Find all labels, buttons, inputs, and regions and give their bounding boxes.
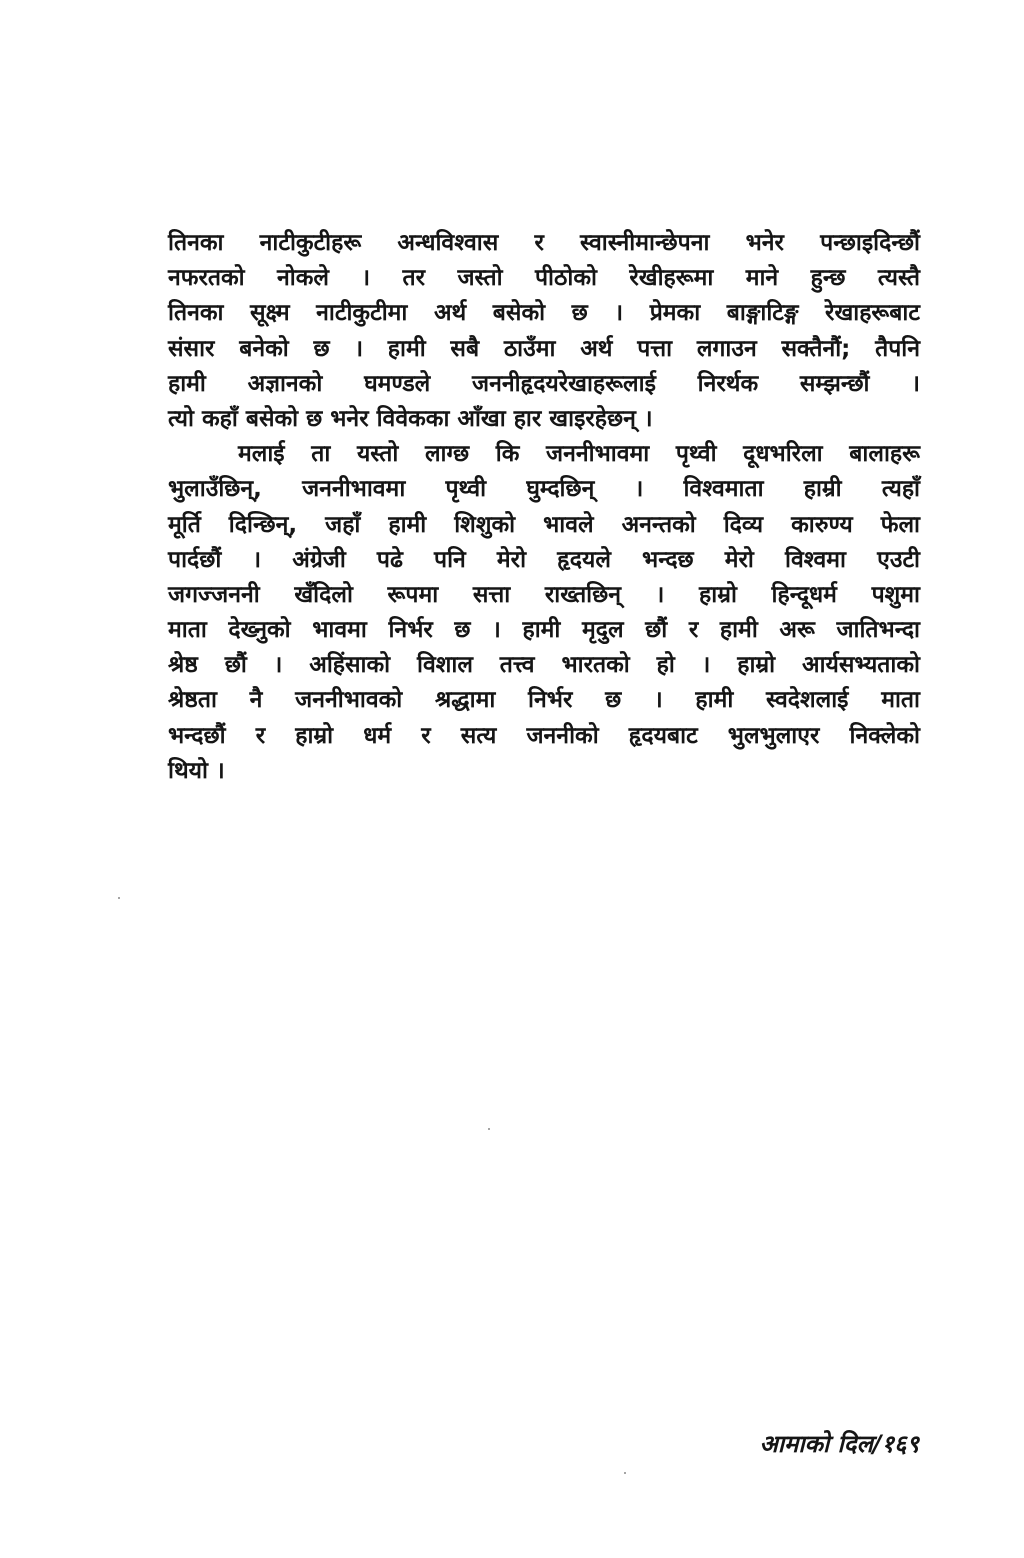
text-line: संसार बनेको छ । हामी सबै ठाउँमा अर्थ पत्ता लगाउन सक्तैनौं; तैपनि bbox=[168, 335, 920, 362]
text-line: नफरतको नोकले । तर जस्तो पीठोको रेखीहरूमा माने हुन्छ त्यस्तै bbox=[168, 265, 920, 292]
text-line: तिनका नाटीकुटीहरू अन्धविश्वास र स्वास्नीमान्छेपना भनेर पन्छाइदिन्छौं bbox=[168, 230, 920, 256]
text-line: पार्दछौं । अंग्रेजी पढे पनि मेरो हृदयले भन्दछ मेरो विश्वमा एउटी bbox=[168, 546, 920, 573]
text-line: श्रेष्ठता नै जननीभावको श्रद्धामा निर्भर छ । हामी स्वदेशलाई माता bbox=[168, 687, 920, 714]
text-line: मूर्ति दिन्छिन्, जहाँ हामी शिशुको भावले अनन्तको दिव्य कारुण्य फेला bbox=[168, 511, 920, 538]
text-line: त्यो कहाँ बसेको छ भनेर विवेकका आँखा हार खाइरहेछन् । bbox=[168, 405, 653, 432]
body-text bbox=[168, 226, 920, 789]
text-line: भन्दछौं र हाम्रो धर्म र सत्य जननीको हृदयबाट भुलभुलाएर निक्लेको bbox=[168, 722, 920, 749]
text-line: श्रेष्ठ छौं । अहिंसाको विशाल तत्त्व भारतको हो । हाम्रो आर्यसभ्यताको bbox=[168, 652, 920, 679]
text-line: भुलाउँछिन्, जननीभावमा पृथ्वी घुम्दछिन् । विश्वमाता हाम्री त्यहाँ bbox=[168, 476, 920, 503]
page-footer-running-head: आमाको दिल/१६९ bbox=[759, 1430, 919, 1458]
scan-speck bbox=[624, 1472, 626, 1474]
scan-speck bbox=[488, 1128, 490, 1130]
scan-speck bbox=[118, 897, 120, 899]
text-line: जगज्जननी खँदिलो रूपमा सत्ता राख्तछिन् । हाम्रो हिन्दूधर्म पशुमा bbox=[168, 581, 920, 608]
text-line: माता देख्नुको भावमा निर्भर छ । हामी मृदुल छौं र हामी अरू जातिभन्दा bbox=[168, 617, 920, 644]
paragraph-1 bbox=[168, 226, 920, 437]
text-line: थियो । bbox=[168, 757, 225, 784]
paragraph-2 bbox=[168, 437, 920, 789]
text-line: मलाई ता यस्तो लाग्छ कि जननीभावमा पृथ्वी दूधभरिला बालाहरू bbox=[238, 441, 920, 468]
text-line: हामी अज्ञानको घमण्डले जननीहृदयरेखाहरूलाई निरर्थक सम्झन्छौं । bbox=[168, 370, 920, 397]
text-line: तिनका सूक्ष्म नाटीकुटीमा अर्थ बसेको छ । प्रेमका बाङ्गाटिङ्ग रेखाहरूबाट bbox=[168, 300, 920, 327]
